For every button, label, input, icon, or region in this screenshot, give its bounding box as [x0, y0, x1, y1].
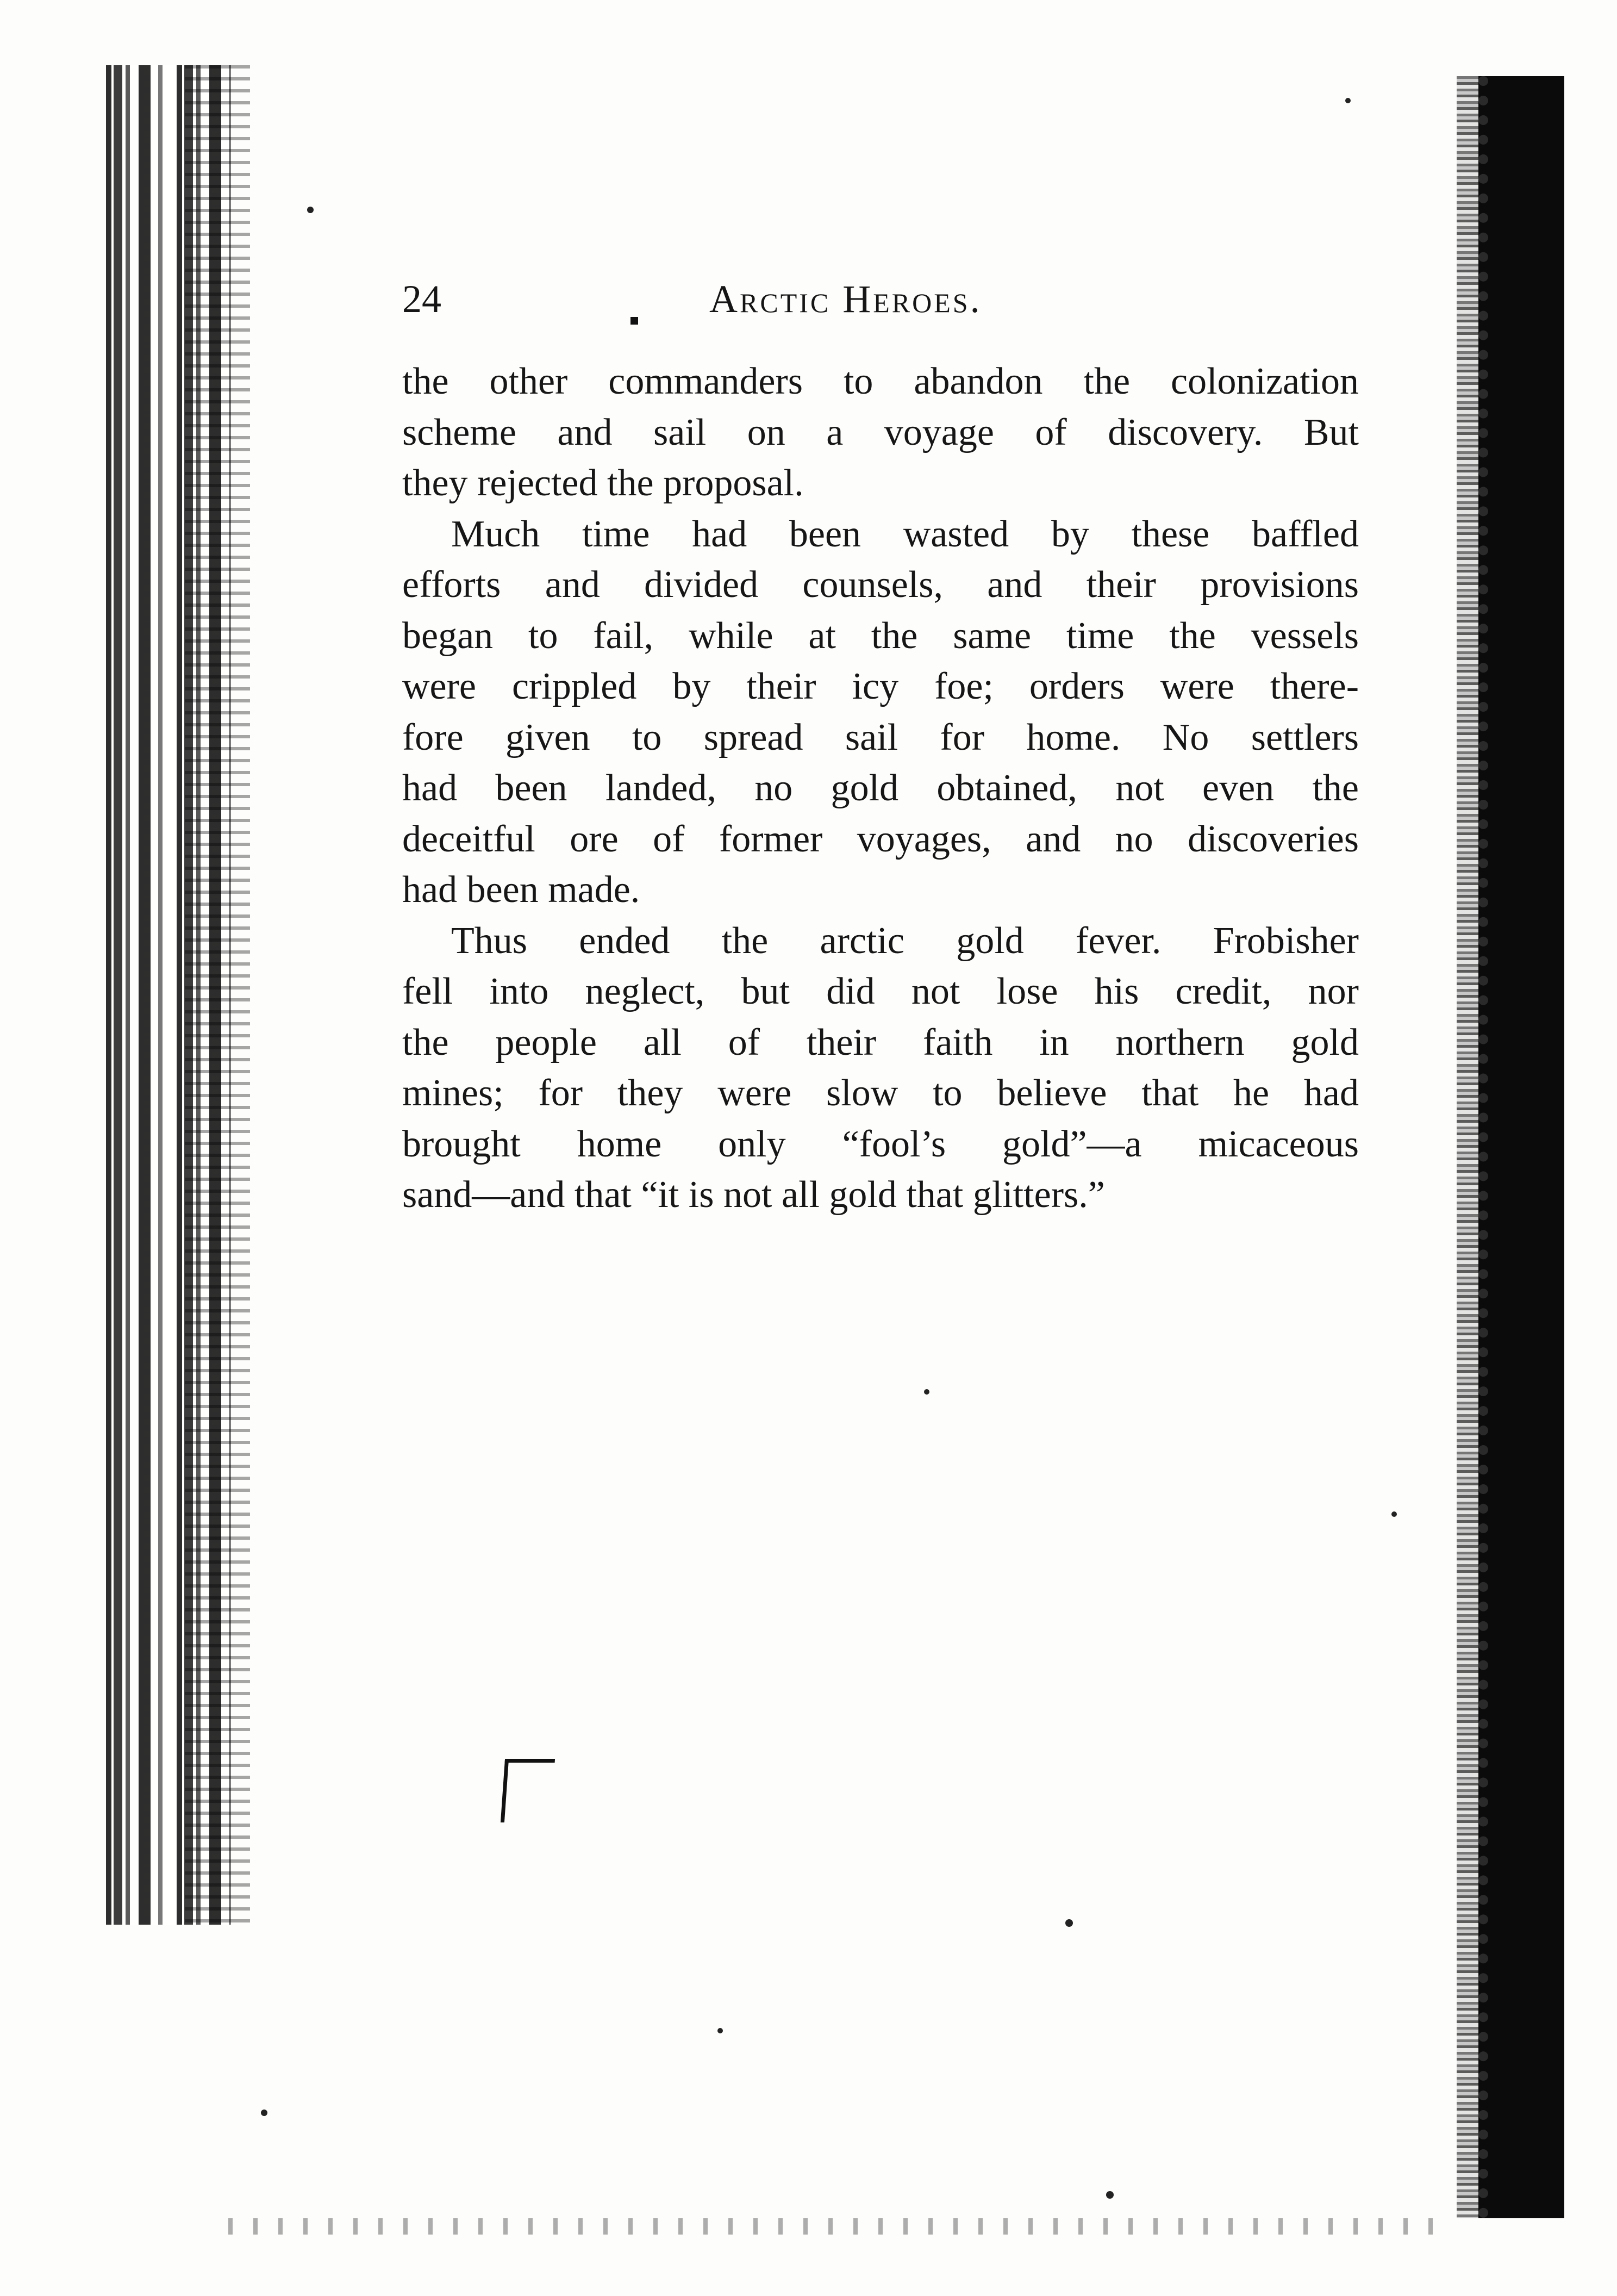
- paragraph: [402, 916, 1359, 1221]
- speck: [1391, 1511, 1397, 1517]
- speck: [717, 2028, 723, 2033]
- speck: [924, 1389, 929, 1395]
- text-line: had been landed, no gold obtained, not even the: [402, 767, 1359, 809]
- paragraph: [402, 509, 1359, 916]
- text-line: had been made.: [402, 869, 640, 911]
- stray-mark: [501, 1759, 555, 1822]
- left-binding-shadow: [185, 65, 250, 1925]
- text-line: the people all of their faith in northern gold: [402, 1021, 1359, 1063]
- text-line: began to fail, while at the same time the vessels: [402, 614, 1359, 657]
- text-line: efforts and divided counsels, and their provisions: [402, 564, 1359, 606]
- text-line: scheme and sail on a voyage of discovery. But: [402, 411, 1359, 453]
- speck: [307, 207, 314, 213]
- text-line: brought home only “fool’s gold”—a micaceous: [402, 1123, 1359, 1165]
- text-line: sand—and that “it is not all gold that glitters.”: [402, 1174, 1105, 1216]
- speck: [1345, 98, 1351, 103]
- text-line: the other commanders to abandon the colonization: [402, 360, 1359, 402]
- running-title: Arctic Heroes.: [709, 277, 982, 321]
- header-dot: [630, 317, 638, 325]
- text-line: Thus ended the arctic gold fever. Frobisher: [451, 919, 1359, 962]
- text-line: they rejected the proposal.: [402, 462, 804, 504]
- text-line: were crippled by their icy foe; orders were there-: [402, 665, 1359, 707]
- text-line: fell into neglect, but did not lose his credit, nor: [402, 970, 1359, 1012]
- text-line: mines; for they were slow to believe that he had: [402, 1072, 1359, 1114]
- right-spine: [1478, 76, 1564, 2218]
- speck: [261, 2110, 267, 2116]
- speck: [1106, 2191, 1114, 2199]
- page-number: 24: [402, 277, 441, 321]
- text-line: deceitful ore of former voyages, and no discoveries: [402, 818, 1359, 860]
- text-line: fore given to spread sail for home. No settlers: [402, 716, 1359, 758]
- paragraph: [402, 356, 1359, 509]
- body-text: [402, 356, 1359, 1221]
- bottom-edge-specks: [228, 2218, 1451, 2235]
- text-line: Much time had been wasted by these baffled: [451, 513, 1359, 555]
- speck: [1065, 1919, 1073, 1927]
- running-head: [402, 275, 1109, 334]
